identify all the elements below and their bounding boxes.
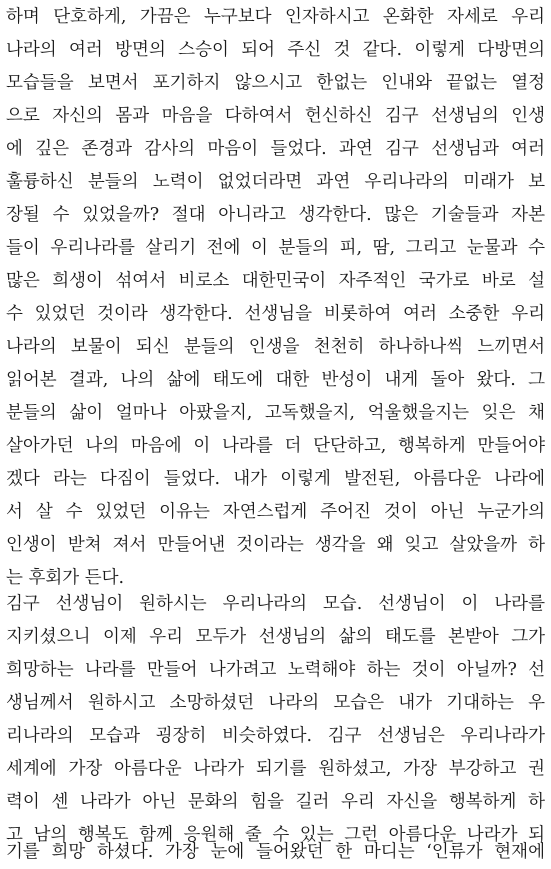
text-line: 나라의 여러 방면의 스승이 되어 주신 것 같다. 이렇게 다방면의 (6, 40, 545, 60)
text-line: 력이 센 나라가 아닌 문화의 힘을 길러 우리 자신을 행복하게 하 (6, 792, 545, 812)
text-line: 에 깊은 존경과 감사의 마음이 들었다. 과연 김구 선생님과 여러 (6, 139, 545, 159)
text-line: 기를 희망 하셨다. 가장 눈에 들어왔던 한 마디는 ‘인류가 현재에 (6, 842, 545, 862)
text-line: 는 후회가 든다. (6, 568, 125, 588)
text-line: 지키셨으니 이제 우리 모두가 선생님의 삶의 태도를 본받아 그가 (6, 627, 545, 647)
text-line: 세계에 가장 아름다운 나라가 되기를 원하셨고, 가장 부강하고 권 (6, 759, 545, 779)
text-line: 많은 희생이 섞여서 비로소 대한민국이 자주적인 국가로 바로 설 (6, 271, 545, 291)
text-line: 읽어본 결과, 나의 삶에 태도에 대한 반성이 내게 돌아 왔다. 그 (6, 370, 545, 390)
text-line: 훌륭하신 분들의 노력이 없었더라면 과연 우리나라의 미래가 보 (6, 172, 545, 192)
text-line: 인생이 받쳐 져서 만들어낸 것이라는 생각을 왜 잊고 살았을까 하 (6, 535, 545, 555)
text-line: 모습들을 보면서 포기하지 않으시고 한없는 인내와 끝없는 열정 (6, 73, 545, 93)
text-line: 분들의 삶이 얼마나 아팠을지, 고독했을지, 억울했을지는 잊은 채 (6, 403, 545, 423)
text-line: 수 있었던 것이라 생각한다. 선생님을 비롯하여 여러 소중한 우리 (6, 304, 545, 324)
text-line: 리나라의 모습과 굉장히 비슷하였다. 김구 선생님은 우리나라가 (6, 726, 545, 746)
text-line: 나라의 보물이 되신 분들의 인생을 천천히 하나하나씩 느끼면서 (6, 337, 545, 357)
text-line: 겠다 라는 다짐이 들었다. 내가 이렇게 발전된, 아름다운 나라에 (6, 469, 545, 489)
text-line: 으로 자신의 몸과 마음을 다하여서 헌신하신 김구 선생님의 인생 (6, 106, 545, 126)
text-line: 고 남의 행복도 함께 응원해 줄 수 있는 그런 아름다운 나라가 되 (6, 825, 545, 845)
text-line: 하며 단호하게, 가끔은 누구보다 인자하시고 온화한 자세로 우리 (6, 7, 545, 27)
text-line: 희망하는 나라를 만들어 나가려고 노력해야 하는 것이 아닐까? 선 (6, 660, 545, 680)
text-line: 장될 수 있었을까? 절대 아니라고 생각한다. 많은 기술들과 자본 (6, 205, 545, 225)
text-line: 살아가던 나의 마음에 이 나라를 더 단단하고, 행복하게 만들어야 (6, 436, 545, 456)
text-line: 서 살 수 있었던 이유는 자연스럽게 주어진 것이 아닌 누군가의 (6, 502, 545, 522)
text-line: 생님께서 원하시고 소망하셨던 나라의 모습은 내가 기대하는 우 (6, 693, 545, 713)
text-line: 김구 선생님이 원하시는 우리나라의 모습. 선생님이 이 나라를 (6, 594, 545, 614)
text-line: 들이 우리나라를 살리기 전에 이 분들의 피, 땀, 그리고 눈물과 수 (6, 238, 545, 258)
